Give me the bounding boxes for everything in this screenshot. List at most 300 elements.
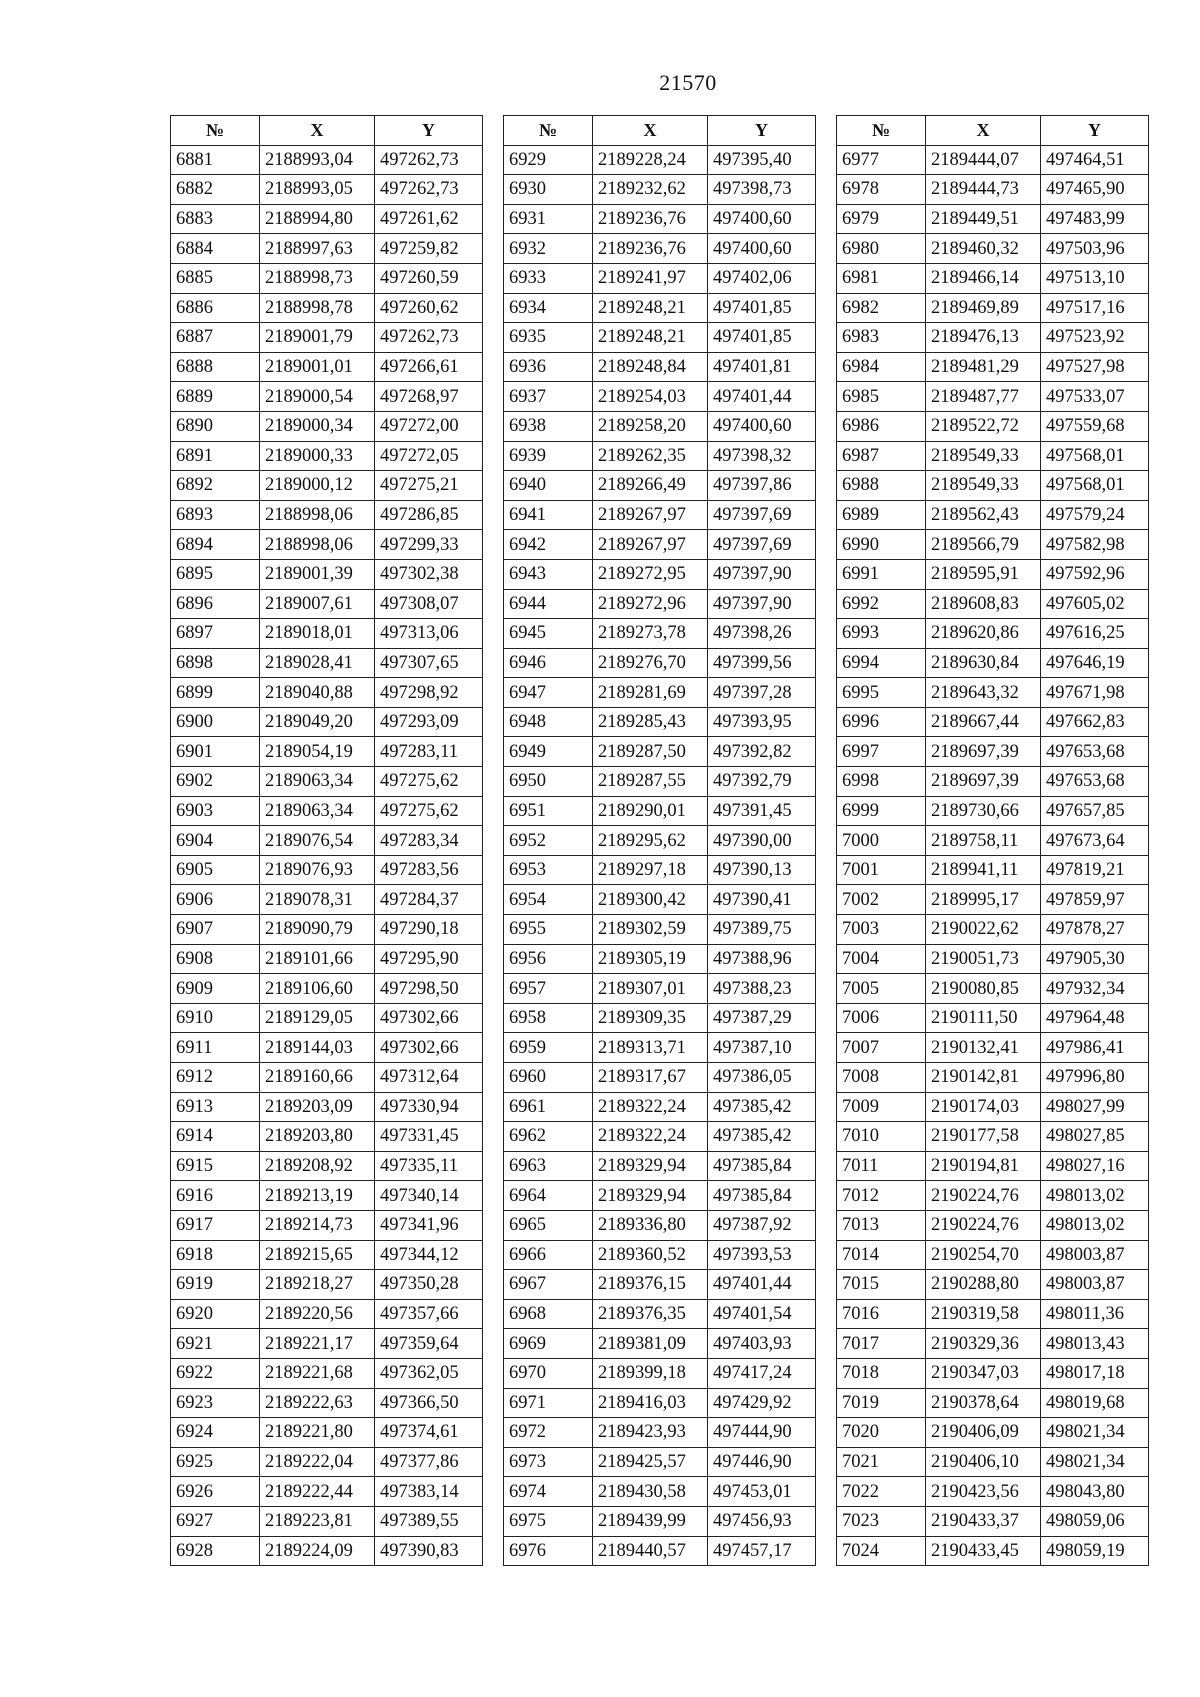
cell-number: 6998 — [837, 767, 926, 797]
cell-x: 2189562,43 — [926, 500, 1041, 530]
cell-x: 2189322,24 — [593, 1092, 708, 1122]
cell-x: 2189481,29 — [926, 352, 1041, 382]
cell-x: 2189228,24 — [593, 145, 708, 175]
cell-x: 2189001,01 — [260, 352, 375, 382]
table-row — [171, 796, 483, 826]
cell-number: 6959 — [504, 1033, 593, 1063]
cell-x: 2189287,55 — [593, 767, 708, 797]
table-row — [171, 1270, 483, 1300]
cell-number: 6904 — [171, 826, 260, 856]
table-row — [837, 1151, 1149, 1181]
cell-y: 497295,90 — [375, 944, 483, 974]
cell-x: 2190288,80 — [926, 1270, 1041, 1300]
cell-x: 2189232,62 — [593, 175, 708, 205]
table-row — [504, 974, 816, 1004]
cell-x: 2189220,56 — [260, 1299, 375, 1329]
cell-number: 7024 — [837, 1536, 926, 1566]
cell-x: 2189208,92 — [260, 1151, 375, 1181]
table-row — [504, 471, 816, 501]
cell-x: 2189630,84 — [926, 648, 1041, 678]
table-header-row — [837, 116, 1149, 146]
table-row — [837, 1003, 1149, 1033]
cell-x: 2189440,57 — [593, 1536, 708, 1566]
cell-number: 6979 — [837, 204, 926, 234]
table-row — [504, 1151, 816, 1181]
cell-y: 497932,34 — [1041, 974, 1149, 1004]
cell-y: 497286,85 — [375, 500, 483, 530]
cell-y: 497377,86 — [375, 1447, 483, 1477]
cell-y: 498019,68 — [1041, 1388, 1149, 1418]
cell-y: 497260,62 — [375, 293, 483, 323]
table-row — [837, 234, 1149, 264]
table-row — [171, 500, 483, 530]
cell-y: 497393,95 — [708, 707, 816, 737]
cell-y: 497859,97 — [1041, 885, 1149, 915]
cell-x: 2188997,63 — [260, 234, 375, 264]
cell-number: 6967 — [504, 1270, 593, 1300]
cell-number: 6884 — [171, 234, 260, 264]
table-row — [504, 530, 816, 560]
cell-number: 7021 — [837, 1447, 926, 1477]
table-row — [837, 974, 1149, 1004]
cell-x: 2189476,13 — [926, 323, 1041, 353]
cell-number: 6911 — [171, 1033, 260, 1063]
table-row — [171, 915, 483, 945]
table-row — [504, 1181, 816, 1211]
cell-y: 498027,16 — [1041, 1151, 1149, 1181]
cell-x: 2189439,99 — [593, 1506, 708, 1536]
cell-y: 497662,83 — [1041, 707, 1149, 737]
cell-x: 2189995,17 — [926, 885, 1041, 915]
cell-x: 2190433,45 — [926, 1536, 1041, 1566]
cell-number: 6960 — [504, 1063, 593, 1093]
cell-y: 497653,68 — [1041, 767, 1149, 797]
cell-number: 6982 — [837, 293, 926, 323]
cell-y: 497398,32 — [708, 441, 816, 471]
table-row — [171, 855, 483, 885]
cell-number: 6984 — [837, 352, 926, 382]
cell-x: 2189101,66 — [260, 944, 375, 974]
cell-y: 497446,90 — [708, 1447, 816, 1477]
header-y: Y — [1041, 116, 1149, 146]
table-row — [837, 530, 1149, 560]
cell-x: 2189297,18 — [593, 855, 708, 885]
cell-x: 2189322,24 — [593, 1122, 708, 1152]
cell-x: 2189078,31 — [260, 885, 375, 915]
header-number: № — [837, 116, 926, 146]
coordinate-table-2 — [503, 115, 816, 1566]
cell-y: 497582,98 — [1041, 530, 1149, 560]
table-row — [171, 1092, 483, 1122]
cell-y: 497386,05 — [708, 1063, 816, 1093]
cell-y: 497393,53 — [708, 1240, 816, 1270]
cell-x: 2189258,20 — [593, 411, 708, 441]
cell-number: 7008 — [837, 1063, 926, 1093]
cell-y: 497568,01 — [1041, 441, 1149, 471]
cell-y: 497302,66 — [375, 1003, 483, 1033]
table-row — [504, 175, 816, 205]
coordinate-table-3 — [836, 115, 1149, 1566]
header-number: № — [171, 116, 260, 146]
cell-number: 6971 — [504, 1388, 593, 1418]
table-row — [504, 885, 816, 915]
cell-number: 7015 — [837, 1270, 926, 1300]
cell-x: 2189697,39 — [926, 737, 1041, 767]
cell-y: 497293,09 — [375, 707, 483, 737]
cell-y: 497579,24 — [1041, 500, 1149, 530]
cell-x: 2189460,32 — [926, 234, 1041, 264]
table-row — [171, 1329, 483, 1359]
header-x: X — [593, 116, 708, 146]
cell-y: 497308,07 — [375, 589, 483, 619]
cell-y: 498003,87 — [1041, 1270, 1149, 1300]
table-row — [171, 1240, 483, 1270]
cell-y: 497483,99 — [1041, 204, 1149, 234]
cell-number: 6908 — [171, 944, 260, 974]
cell-number: 6976 — [504, 1536, 593, 1566]
cell-y: 497275,62 — [375, 767, 483, 797]
cell-x: 2189381,09 — [593, 1329, 708, 1359]
cell-x: 2189000,54 — [260, 382, 375, 412]
cell-y: 498003,87 — [1041, 1240, 1149, 1270]
table-row — [504, 559, 816, 589]
cell-y: 497331,45 — [375, 1122, 483, 1152]
cell-x: 2190132,41 — [926, 1033, 1041, 1063]
table-row — [504, 707, 816, 737]
cell-number: 6888 — [171, 352, 260, 382]
table-row — [837, 915, 1149, 945]
cell-y: 497616,25 — [1041, 619, 1149, 649]
cell-number: 6910 — [171, 1003, 260, 1033]
cell-x: 2189466,14 — [926, 263, 1041, 293]
cell-y: 498059,06 — [1041, 1506, 1149, 1536]
cell-x: 2190329,36 — [926, 1329, 1041, 1359]
cell-x: 2190406,10 — [926, 1447, 1041, 1477]
table-row — [171, 974, 483, 1004]
cell-number: 6947 — [504, 678, 593, 708]
cell-y: 497344,12 — [375, 1240, 483, 1270]
cell-x: 2190142,81 — [926, 1063, 1041, 1093]
cell-number: 6897 — [171, 619, 260, 649]
cell-y: 497390,13 — [708, 855, 816, 885]
cell-number: 7002 — [837, 885, 926, 915]
cell-y: 498017,18 — [1041, 1358, 1149, 1388]
table-row — [171, 175, 483, 205]
table-row — [837, 352, 1149, 382]
cell-x: 2190177,58 — [926, 1122, 1041, 1152]
cell-x: 2189007,61 — [260, 589, 375, 619]
cell-x: 2190406,09 — [926, 1418, 1041, 1448]
table-row — [504, 411, 816, 441]
table-row — [504, 737, 816, 767]
cell-number: 6987 — [837, 441, 926, 471]
cell-number: 6978 — [837, 175, 926, 205]
cell-y: 497366,50 — [375, 1388, 483, 1418]
table-row — [837, 1506, 1149, 1536]
table-row — [504, 589, 816, 619]
cell-y: 497401,54 — [708, 1299, 816, 1329]
cell-y: 498013,02 — [1041, 1210, 1149, 1240]
cell-x: 2189248,21 — [593, 323, 708, 353]
cell-number: 6957 — [504, 974, 593, 1004]
table-row — [504, 1358, 816, 1388]
cell-number: 6975 — [504, 1506, 593, 1536]
cell-x: 2189290,01 — [593, 796, 708, 826]
cell-number: 6887 — [171, 323, 260, 353]
cell-x: 2190051,73 — [926, 944, 1041, 974]
table-row — [171, 234, 483, 264]
table-row — [837, 1329, 1149, 1359]
cell-x: 2189076,93 — [260, 855, 375, 885]
cell-number: 6919 — [171, 1270, 260, 1300]
cell-number: 6901 — [171, 737, 260, 767]
cell-x: 2188998,78 — [260, 293, 375, 323]
cell-x: 2189262,35 — [593, 441, 708, 471]
cell-y: 497290,18 — [375, 915, 483, 945]
table-row — [837, 796, 1149, 826]
cell-y: 497533,07 — [1041, 382, 1149, 412]
cell-number: 7020 — [837, 1418, 926, 1448]
cell-x: 2189336,80 — [593, 1210, 708, 1240]
cell-number: 6935 — [504, 323, 593, 353]
table-row — [837, 559, 1149, 589]
cell-x: 2189215,65 — [260, 1240, 375, 1270]
table-row — [171, 1388, 483, 1418]
cell-x: 2190347,03 — [926, 1358, 1041, 1388]
table-row — [504, 1063, 816, 1093]
cell-x: 2189248,84 — [593, 352, 708, 382]
cell-x: 2188993,05 — [260, 175, 375, 205]
cell-x: 2189241,97 — [593, 263, 708, 293]
table-row — [171, 767, 483, 797]
cell-x: 2189222,04 — [260, 1447, 375, 1477]
cell-number: 6994 — [837, 648, 926, 678]
table-row — [837, 648, 1149, 678]
cell-number: 6929 — [504, 145, 593, 175]
cell-x: 2190224,76 — [926, 1210, 1041, 1240]
cell-y: 497272,05 — [375, 441, 483, 471]
cell-x: 2189222,63 — [260, 1388, 375, 1418]
table-row — [504, 204, 816, 234]
cell-y: 497646,19 — [1041, 648, 1149, 678]
cell-x: 2189214,73 — [260, 1210, 375, 1240]
cell-y: 497284,37 — [375, 885, 483, 915]
table-row — [171, 1122, 483, 1152]
cell-y: 497401,44 — [708, 382, 816, 412]
cell-number: 6925 — [171, 1447, 260, 1477]
cell-x: 2189697,39 — [926, 767, 1041, 797]
cell-y: 497283,56 — [375, 855, 483, 885]
cell-number: 6990 — [837, 530, 926, 560]
table-row — [171, 619, 483, 649]
table-row — [504, 855, 816, 885]
cell-y: 497429,92 — [708, 1388, 816, 1418]
table-row — [171, 678, 483, 708]
table-row — [837, 589, 1149, 619]
cell-x: 2189222,44 — [260, 1477, 375, 1507]
cell-number: 6952 — [504, 826, 593, 856]
cell-number: 6964 — [504, 1181, 593, 1211]
table-row — [837, 1033, 1149, 1063]
table-row — [171, 648, 483, 678]
cell-number: 6940 — [504, 471, 593, 501]
cell-x: 2189549,33 — [926, 471, 1041, 501]
cell-y: 497272,00 — [375, 411, 483, 441]
cell-number: 6918 — [171, 1240, 260, 1270]
table-row — [504, 826, 816, 856]
cell-x: 2189281,69 — [593, 678, 708, 708]
cell-y: 497268,97 — [375, 382, 483, 412]
table-row — [504, 1092, 816, 1122]
cell-y: 497390,83 — [375, 1536, 483, 1566]
cell-x: 2188998,73 — [260, 263, 375, 293]
cell-x: 2189444,73 — [926, 175, 1041, 205]
table-row — [171, 323, 483, 353]
cell-y: 497464,51 — [1041, 145, 1149, 175]
table-row — [171, 145, 483, 175]
cell-y: 498011,36 — [1041, 1299, 1149, 1329]
cell-y: 497397,28 — [708, 678, 816, 708]
cell-x: 2189305,19 — [593, 944, 708, 974]
table-row — [504, 323, 816, 353]
cell-number: 6885 — [171, 263, 260, 293]
cell-number: 6991 — [837, 559, 926, 589]
table-row — [837, 471, 1149, 501]
cell-number: 6891 — [171, 441, 260, 471]
table-row — [837, 1536, 1149, 1566]
cell-x: 2189425,57 — [593, 1447, 708, 1477]
cell-y: 497259,82 — [375, 234, 483, 264]
cell-x: 2189000,33 — [260, 441, 375, 471]
table-row — [171, 589, 483, 619]
cell-number: 6922 — [171, 1358, 260, 1388]
cell-y: 497341,96 — [375, 1210, 483, 1240]
table-row — [504, 500, 816, 530]
cell-x: 2189449,51 — [926, 204, 1041, 234]
cell-number: 7003 — [837, 915, 926, 945]
cell-number: 6956 — [504, 944, 593, 974]
table-row — [171, 263, 483, 293]
cell-y: 497523,92 — [1041, 323, 1149, 353]
table-row — [171, 944, 483, 974]
cell-y: 498059,19 — [1041, 1536, 1149, 1566]
cell-number: 6962 — [504, 1122, 593, 1152]
cell-number: 6941 — [504, 500, 593, 530]
header-x: X — [926, 116, 1041, 146]
table-row — [837, 263, 1149, 293]
cell-number: 6932 — [504, 234, 593, 264]
cell-x: 2189667,44 — [926, 707, 1041, 737]
header-y: Y — [708, 116, 816, 146]
table-row — [504, 145, 816, 175]
cell-x: 2189313,71 — [593, 1033, 708, 1063]
table-row — [837, 1299, 1149, 1329]
cell-y: 497389,55 — [375, 1506, 483, 1536]
table-row — [504, 915, 816, 945]
table-row — [504, 1329, 816, 1359]
table-row — [837, 1240, 1149, 1270]
cell-y: 497401,85 — [708, 293, 816, 323]
cell-y: 497401,81 — [708, 352, 816, 382]
cell-y: 498027,99 — [1041, 1092, 1149, 1122]
cell-y: 498013,02 — [1041, 1181, 1149, 1211]
cell-x: 2189317,67 — [593, 1063, 708, 1093]
table-row — [837, 175, 1149, 205]
cell-x: 2190319,58 — [926, 1299, 1041, 1329]
table-row — [504, 1003, 816, 1033]
cell-x: 2189218,27 — [260, 1270, 375, 1300]
cell-number: 6973 — [504, 1447, 593, 1477]
table-row — [504, 619, 816, 649]
cell-number: 7005 — [837, 974, 926, 1004]
cell-y: 497964,48 — [1041, 1003, 1149, 1033]
header-x: X — [260, 116, 375, 146]
cell-x: 2189018,01 — [260, 619, 375, 649]
cell-y: 497400,60 — [708, 204, 816, 234]
cell-number: 6903 — [171, 796, 260, 826]
table-row — [837, 826, 1149, 856]
cell-number: 6928 — [171, 1536, 260, 1566]
cell-number: 6920 — [171, 1299, 260, 1329]
cell-number: 7023 — [837, 1506, 926, 1536]
table-row — [171, 707, 483, 737]
table-row — [837, 737, 1149, 767]
table-row — [504, 1240, 816, 1270]
cell-x: 2189213,19 — [260, 1181, 375, 1211]
cell-x: 2189203,09 — [260, 1092, 375, 1122]
cell-y: 497397,69 — [708, 500, 816, 530]
cell-number: 6963 — [504, 1151, 593, 1181]
table-row — [171, 1299, 483, 1329]
cell-y: 498021,34 — [1041, 1418, 1149, 1448]
table-row — [837, 678, 1149, 708]
cell-number: 7007 — [837, 1033, 926, 1063]
header-number: № — [504, 116, 593, 146]
cell-number: 6898 — [171, 648, 260, 678]
cell-x: 2189221,80 — [260, 1418, 375, 1448]
cell-number: 6966 — [504, 1240, 593, 1270]
cell-number: 6924 — [171, 1418, 260, 1448]
cell-x: 2189360,52 — [593, 1240, 708, 1270]
cell-number: 6988 — [837, 471, 926, 501]
cell-y: 497298,50 — [375, 974, 483, 1004]
cell-y: 497397,86 — [708, 471, 816, 501]
cell-x: 2189309,35 — [593, 1003, 708, 1033]
table-row — [171, 1210, 483, 1240]
table-row — [171, 1151, 483, 1181]
cell-y: 497401,44 — [708, 1270, 816, 1300]
cell-x: 2189106,60 — [260, 974, 375, 1004]
cell-number: 6881 — [171, 145, 260, 175]
table-row — [837, 1477, 1149, 1507]
table-row — [504, 1270, 816, 1300]
cell-number: 6951 — [504, 796, 593, 826]
cell-y: 497398,73 — [708, 175, 816, 205]
cell-number: 6981 — [837, 263, 926, 293]
cell-y: 497527,98 — [1041, 352, 1149, 382]
cell-x: 2190080,85 — [926, 974, 1041, 1004]
cell-y: 497517,16 — [1041, 293, 1149, 323]
table-row — [504, 382, 816, 412]
cell-x: 2189236,76 — [593, 234, 708, 264]
cell-number: 7018 — [837, 1358, 926, 1388]
cell-x: 2189295,62 — [593, 826, 708, 856]
cell-number: 6955 — [504, 915, 593, 945]
table-row — [837, 1063, 1149, 1093]
cell-y: 498043,80 — [1041, 1477, 1149, 1507]
cell-y: 497335,11 — [375, 1151, 483, 1181]
cell-number: 6890 — [171, 411, 260, 441]
